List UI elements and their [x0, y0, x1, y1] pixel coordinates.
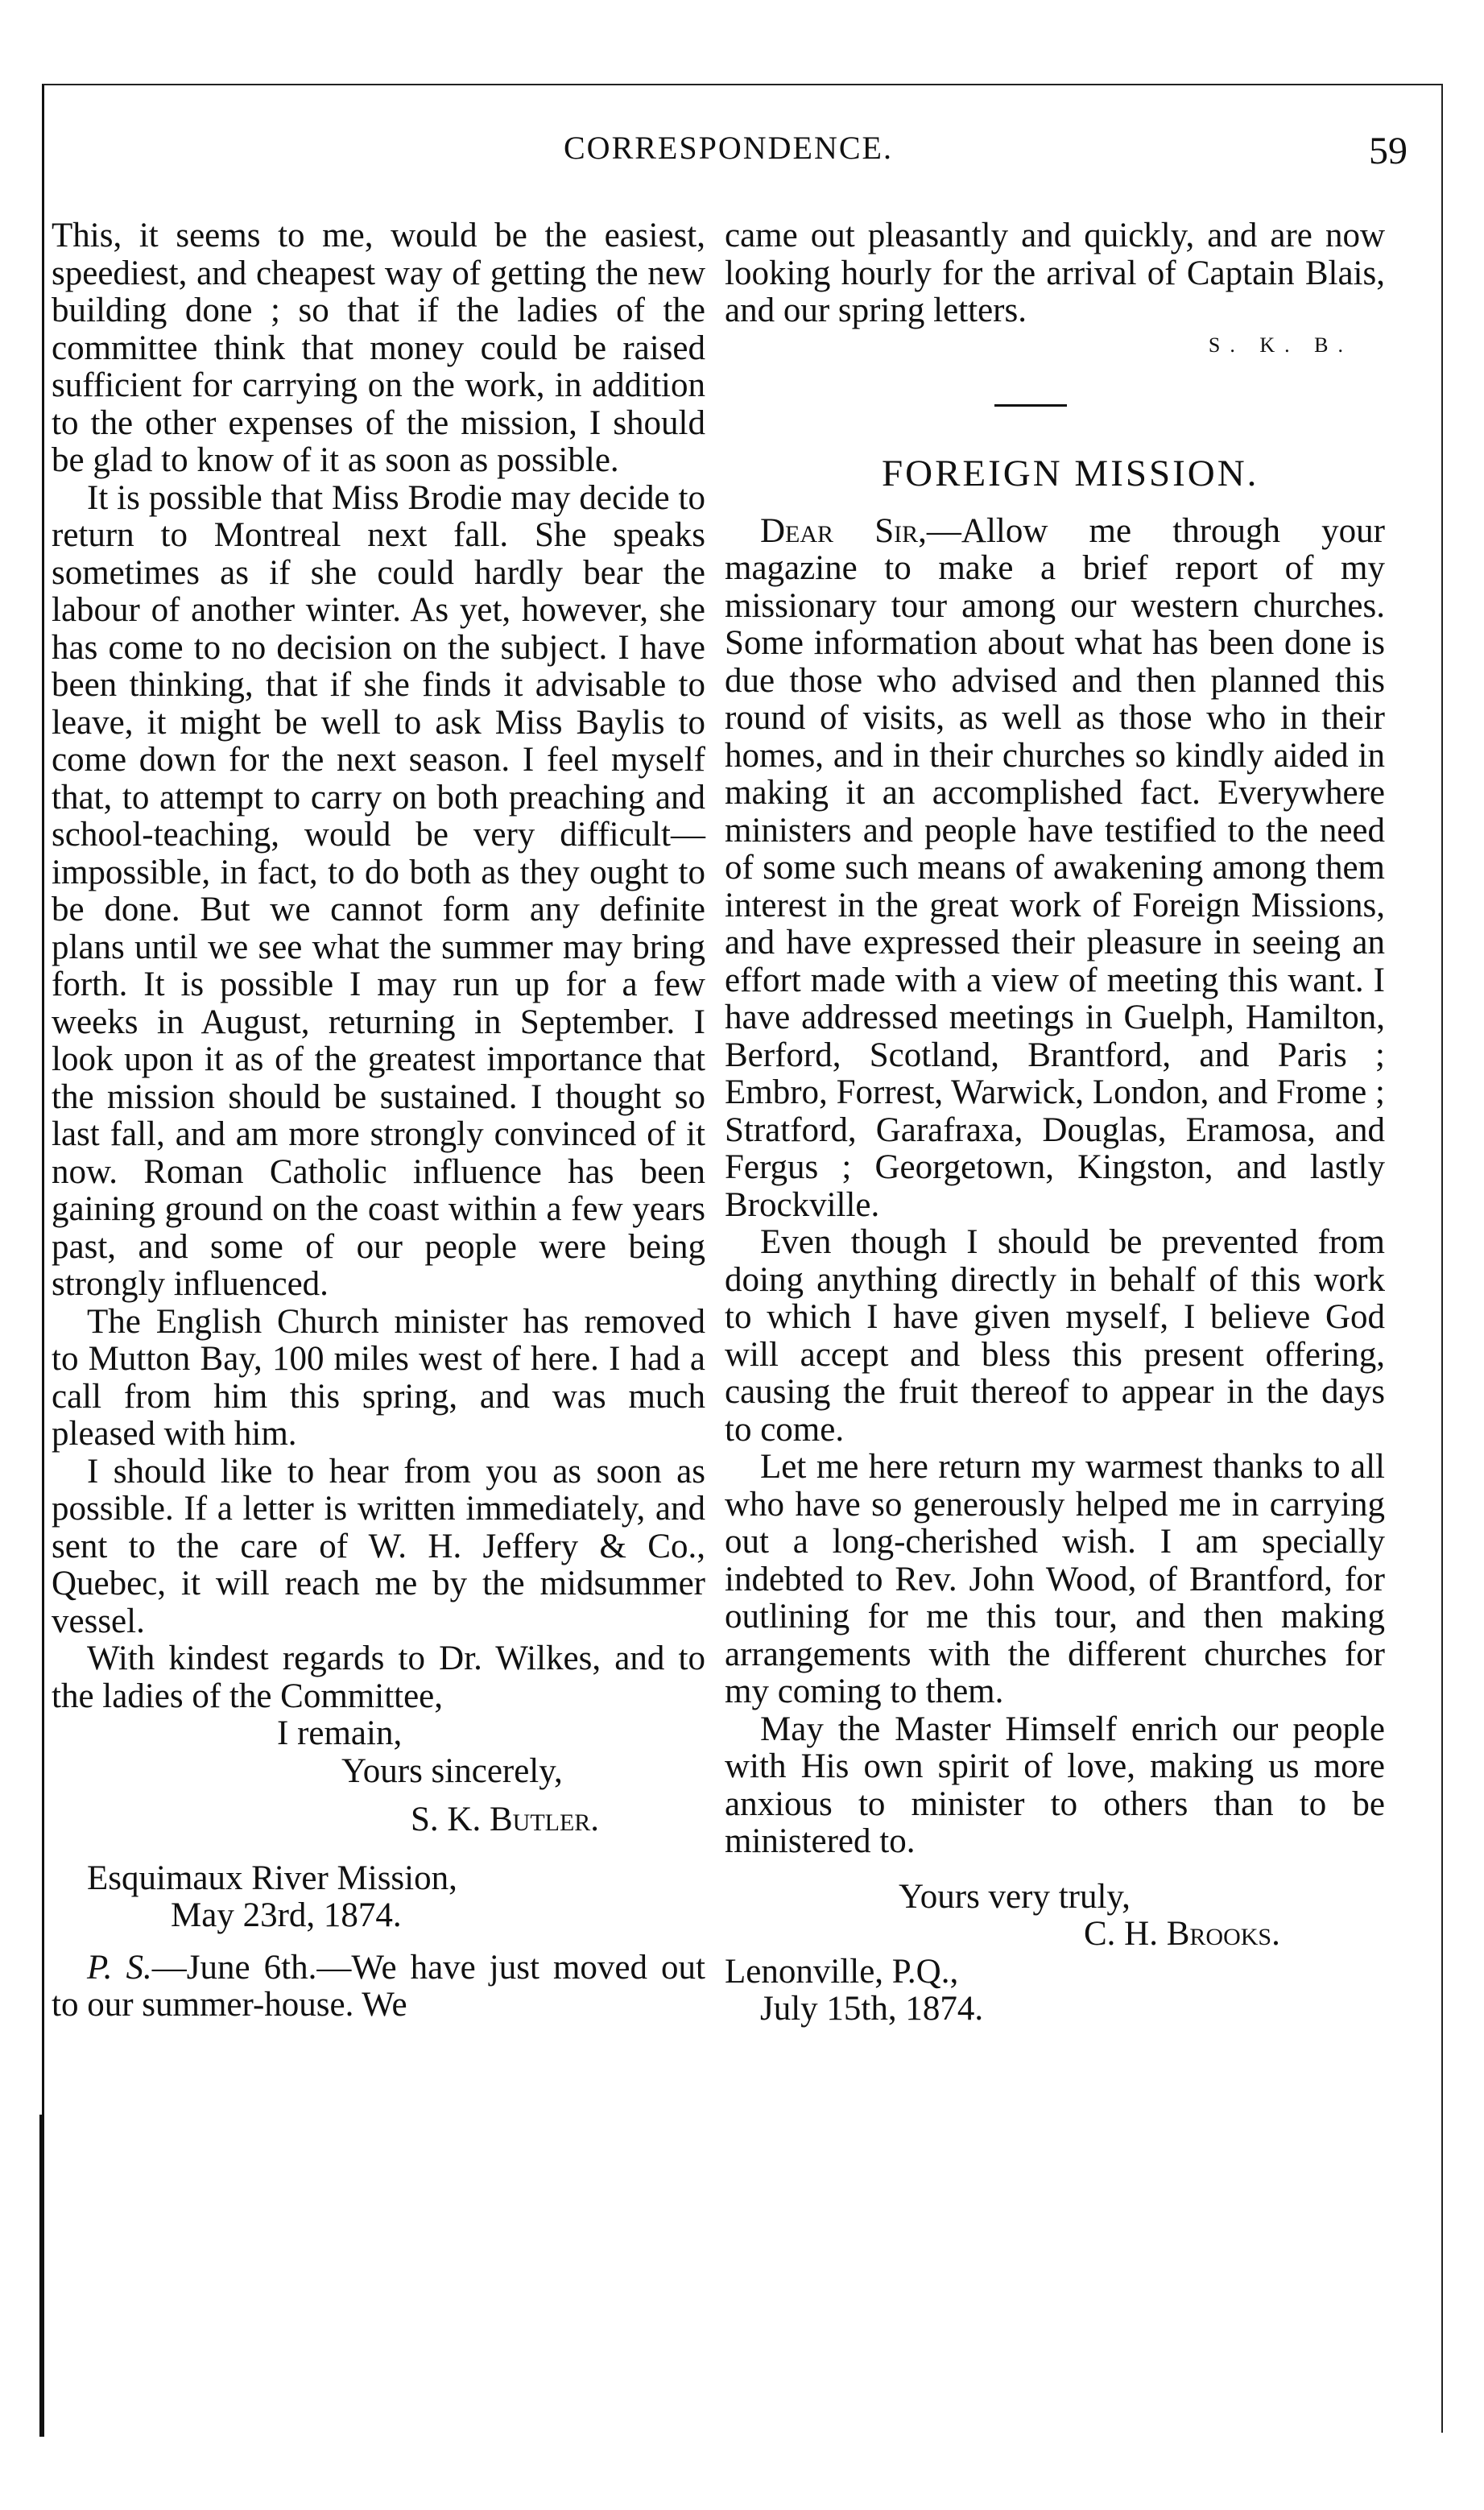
left-paragraph-3: The English Church minister has removed to Mutton Bay, 100 miles west of here. I had a call from him this spring, and was much pleased with him.	[52, 1302, 705, 1453]
right-column	[725, 217, 1385, 2028]
signature-brooks: C. H. Brooks.	[1084, 1915, 1280, 1953]
letter-place-left: Esquimaux River Mission,	[87, 1859, 457, 1897]
left-paragraph-5: With kindest regards to Dr. Wilkes, and to the ladies of the Committee,	[52, 1640, 705, 1715]
right-paragraph-4: May the Master Himself enrich our people with His own spirit of love, making us more anxious to minister to others than to be ministered to.	[725, 1710, 1385, 1860]
right-paragraph-1	[725, 513, 1385, 1225]
left-paragraph-4: I should like to hear from you as soon as possible. If a letter is written immediately, and sent to the care of W. H. Jeffery & Co., Quebec, it will reach me by the midsummer vessel.	[52, 1452, 705, 1640]
right-paragraph-2: Even though I should be prevented from doing anything directly in behalf of this work to which I have given myself, I believe God will accept and bless this present offering, causing the fruit thereof to appear in the days to come.	[725, 1223, 1385, 1449]
salutation: Dear Sir,	[760, 511, 927, 550]
section-title: FOREIGN MISSION.	[882, 452, 1259, 494]
closing-remain: I remain,	[277, 1714, 403, 1752]
running-head	[0, 129, 1484, 172]
closing-truly: Yours very truly,	[899, 1877, 1131, 1916]
left-column	[52, 217, 705, 2024]
postscript	[52, 1950, 705, 2024]
page-number: 59	[1369, 130, 1408, 172]
left-paragraph-2: It is possible that Miss Brodie may decide to return to Montreal next fall. She speaks sometimes as if she could hardly bear the labour of another winter. As yet, however, she has come to no decision on the subject. I have been thinking, that if she finds it advisable to leave, it might be well to ask Miss Baylis to come down for the next season. I feel myself that, to attempt to carry on both preaching and school-teaching, would be very difficult—impossible, in fact, to do both as they ought to be done. But we cannot form any definite plans until we see what the summer may bring forth. It is possible I may run up for a few weeks in August, returning in September. I look upon it as of the greatest importance that the mission should be sustained. I thought so last fall, and am more strongly convinced of it now. Roman Catholic influence has been gaining ground on the coast within a few years past, and some of our people were being strongly influenced.	[52, 478, 705, 1303]
postscript-label: P. S.	[87, 1948, 152, 1987]
section-separator	[994, 404, 1067, 407]
signature-initials: S. K. B.	[1208, 333, 1353, 357]
letter-date-left: May 23rd, 1874.	[171, 1896, 402, 1934]
right-paragraph-3: Let me here return my warmest thanks to all who have so generously helped me in carrying out a long-cherished wish. I am specially indebted to Rev. John Wood, of Brantford, for outlining for me this tour, and then making arrangements with the different churches for my coming to them.	[725, 1448, 1385, 1710]
postscript-text: —June 6th.—We have just moved out to our summer-house. We	[52, 1948, 705, 2024]
running-head-title: CORRESPONDENCE.	[564, 130, 893, 166]
signature-butler: S. K. Butler.	[411, 1801, 600, 1838]
closing-sincerely: Yours sincerely,	[341, 1751, 563, 1790]
left-paragraph-1: This, it seems to me, would be the easiest, speediest, and cheapest way of getting the new building done ; so that if the ladies of the committee think that money could be raised sufficient for carrying on the work, in addition to the other expenses of the mission, I should be glad to know of it as soon as possible.	[52, 217, 705, 479]
right-paragraph-1-text: —Allow me through your magazine to make a brief report of my missionary tour among our western churches. Some information about what has been done is due those who advised and then planned this round of visits, as well as those who in their homes, and in their churches so kindly aided in making it an accomplished fact. Everywhere ministers and people have testified to the need of some such means of awakening among them interest in the great work of Foreign Missions, and have expressed their pleasure in seeing an effort made with a view of meeting this want. I have addressed meetings in Guelph, Hamilton, Berford, Scotland, Brantford, and Paris ; Embro, Forrest, Warwick, London, and Frome ; Stratford, Garafraxa, Douglas, Eramosa, and Fergus ; Georgetown, Kingston, and lastly Brockville.	[725, 511, 1386, 1224]
letter-place-right: Lenonville, P.Q.,	[725, 1952, 959, 1991]
letter-date-right: July 15th, 1874.	[760, 1990, 984, 2028]
right-continuation: came out pleasantly and quickly, and are now looking hourly for the arrival of Captain Blais, and our spring letters.	[725, 217, 1385, 329]
